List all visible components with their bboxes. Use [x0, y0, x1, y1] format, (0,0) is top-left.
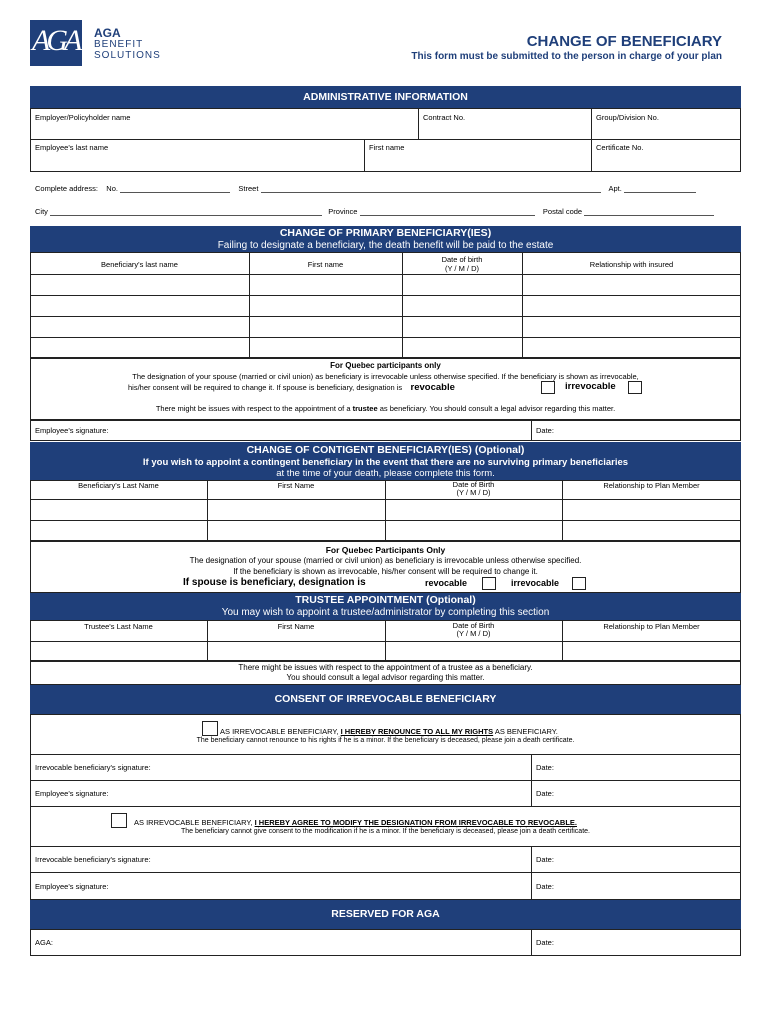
logo-name-line2: BENEFIT: [94, 39, 144, 50]
agree-a: AS IRREVOCABLE BENEFICIARY,: [134, 818, 253, 827]
trustee-heading-bar: [30, 593, 741, 620]
primary-col-dob-format: (Y / M / D): [444, 264, 480, 273]
contingent-col-rel: Relationship to Plan Member: [603, 481, 700, 490]
city-input[interactable]: [50, 208, 322, 216]
employee-last-name-field[interactable]: Employee's last name: [35, 143, 109, 152]
contingent-col-dob-label: Date of Birth: [452, 480, 495, 489]
primary-heading: CHANGE OF PRIMARY BENEFICIARY(IES): [279, 227, 492, 239]
renounce-emp-date-field[interactable]: Date:: [536, 789, 554, 798]
contingent-heading: CHANGE OF CONTIGENT BENEFICIARY(IES) (Optional): [246, 444, 525, 456]
logo-name: [94, 28, 161, 61]
city-label: City: [35, 207, 48, 216]
agree-emp-date-field[interactable]: Date:: [536, 882, 554, 891]
renounce-emp-signature-field[interactable]: Employee's signature:: [35, 789, 109, 798]
contingent-col-first: First Name: [277, 481, 315, 490]
agree-statement: [134, 818, 577, 827]
reserved-aga-field[interactable]: AGA:: [35, 938, 53, 947]
agree-checkbox[interactable]: [111, 813, 127, 828]
contingent-col-last: Beneficiary's Last Name: [78, 481, 159, 490]
primary-col-rel: Relationship with insured: [589, 260, 674, 269]
primary-heading-bar: [30, 226, 741, 252]
primary-irrevocable-checkbox[interactable]: [628, 381, 642, 394]
reserved-heading: RESERVED FOR AGA: [30, 900, 741, 929]
renounce-c: AS BENEFICIARY.: [494, 727, 558, 736]
trustee-col-rel: Relationship to Plan Member: [603, 622, 700, 631]
agree-emp-signature-field[interactable]: Employee's signature:: [35, 882, 109, 891]
primary-quebec-title: For Quebec participants only: [330, 361, 441, 370]
province-input[interactable]: [360, 208, 535, 216]
contingent-designation-label: If spouse is beneficiary, designation is: [183, 577, 366, 588]
renounce-irrev-signature-field[interactable]: Irrevocable beneficiary's signature:: [35, 763, 151, 772]
postal-input[interactable]: [584, 208, 714, 216]
no-label: No.: [106, 184, 118, 193]
primary-quebec-line1: The designation of your spouse (married or civil union) as beneficiary is irrevocable unless otherwise specified. If the beneficiary is shown as irrevocable,: [132, 372, 639, 381]
primary-col-dob: [402, 255, 522, 273]
form-title: CHANGE OF BENEFICIARY: [526, 33, 722, 50]
primary-signature-row: [30, 420, 741, 441]
agree-note: The beneficiary cannot give consent to the modification if he is a minor. If the beneficiary is deceased, please join a death certificate.: [181, 828, 590, 835]
renounce-irrev-date-field[interactable]: Date:: [536, 763, 554, 772]
street-label: Street: [238, 184, 259, 193]
apt-input[interactable]: [624, 185, 696, 193]
renounce-a: AS IRREVOCABLE BENEFICIARY,: [220, 727, 339, 736]
trustee-note2: You should consult a legal advisor regarding this matter.: [286, 673, 485, 682]
contingent-heading-bar: [30, 442, 741, 480]
contingent-quebec-line1: The designation of your spouse (married or civil union) as beneficiary is irrevocable unless otherwise specified.: [189, 556, 582, 565]
contract-field[interactable]: Contract No.: [423, 113, 466, 122]
trustee-col-dob-format: (Y / M / D): [456, 629, 491, 638]
renounce-b: I HEREBY RENOUNCE TO ALL MY RIGHTS: [340, 727, 494, 736]
logo-name-line1: AGA: [94, 26, 121, 40]
primary-date-field[interactable]: Date:: [536, 426, 554, 435]
employer-field[interactable]: Employer/Policyholder name: [35, 113, 131, 122]
trustee-col-last: Trustee's Last Name: [84, 622, 153, 631]
trustee-heading: TRUSTEE APPOINTMENT (Optional): [295, 594, 476, 606]
contingent-revocable-checkbox[interactable]: [482, 577, 496, 590]
primary-irrevocable-label: irrevocable: [565, 381, 616, 392]
reserved-table: [30, 929, 741, 956]
postal-label: Postal code: [542, 207, 583, 216]
address-label: Complete address:: [35, 184, 98, 193]
consent-heading: CONSENT OF IRREVOCABLE BENEFICIARY: [30, 685, 741, 714]
agree-irrev-date-field[interactable]: Date:: [536, 855, 554, 864]
contingent-sub2: at the time of your death, please complete this form.: [276, 468, 495, 479]
group-field[interactable]: Group/Division No.: [596, 113, 659, 122]
primary-trustee-note-a: There might be issues with respect to the appointment of a: [155, 404, 351, 413]
primary-signature-field[interactable]: Employee's signature:: [35, 426, 109, 435]
apt-label: Apt.: [608, 184, 622, 193]
trustee-col-dob: [385, 622, 562, 638]
city-row: [35, 207, 714, 216]
logo-letters: AGA: [32, 24, 79, 57]
contingent-revocable-label: revocable: [425, 578, 468, 588]
primary-revocable-checkbox[interactable]: [541, 381, 555, 394]
renounce-statement: [220, 727, 558, 736]
contingent-quebec-line2: If the beneficiary is shown as irrevocable, his/her consent will be required to change it.: [233, 567, 538, 576]
primary-trustee-note-b: as beneficiary. You should consult a legal advisor regarding this matter.: [379, 404, 616, 413]
primary-col-last: Beneficiary's last name: [101, 260, 178, 269]
logo-name-line3: SOLUTIONS: [94, 50, 161, 61]
reserved-date-field[interactable]: Date:: [536, 938, 554, 947]
street-input[interactable]: [261, 185, 601, 193]
admin-heading: ADMINISTRATIVE INFORMATION: [30, 86, 741, 108]
trustee-note1: There might be issues with respect to the appointment of a trustee as a beneficiary.: [238, 663, 533, 672]
primary-col-first: First name: [307, 260, 344, 269]
contingent-quebec-title: For Quebec Participants Only: [325, 545, 446, 555]
primary-revocable-label: revocable: [410, 382, 455, 393]
contingent-sub1: If you wish to appoint a contingent beneficiary in the event that there are no surviving primary beneficiaries: [142, 457, 629, 468]
agree-irrev-signature-field[interactable]: Irrevocable beneficiary's signature:: [35, 855, 151, 864]
contingent-irrevocable-checkbox[interactable]: [572, 577, 586, 590]
renounce-note: The beneficiary cannot renounce to his rights if he is a minor. If the beneficiary is deceased, please join a death certificate.: [196, 737, 575, 744]
primary-designation-row: [128, 382, 455, 393]
trustee-col-first: First Name: [277, 622, 315, 631]
agree-b: I HEREBY AGREE TO MODIFY THE DESIGNATION FROM IRREVOCABLE TO REVOCABLE.: [254, 818, 577, 827]
employee-first-name-field[interactable]: First name: [369, 143, 405, 152]
trustee-sub: You may wish to appoint a trustee/administrator by completing this section: [221, 607, 550, 618]
certificate-field[interactable]: Certificate No.: [596, 143, 644, 152]
province-label: Province: [328, 207, 358, 216]
logo: [30, 20, 82, 66]
primary-trustee-word: trustee: [352, 404, 378, 413]
address-row: [35, 184, 696, 193]
trustee-col-dob-label: Date of Birth: [452, 621, 495, 630]
primary-subheading: Failing to designate a beneficiary, the death benefit will be paid to the estate: [217, 240, 554, 251]
renounce-checkbox[interactable]: [202, 721, 218, 736]
form-subtitle: This form must be submitted to the person in charge of your plan: [411, 51, 722, 62]
contingent-col-dob: [385, 481, 562, 497]
primary-quebec-line2: his/her consent will be required to change it. If spouse is beneficiary, designation is: [128, 383, 403, 392]
primary-trustee-note: [30, 404, 741, 413]
no-input[interactable]: [120, 185, 230, 193]
contingent-irrevocable-label: irrevocable: [511, 578, 560, 588]
primary-col-dob-label: Date of birth: [441, 255, 483, 264]
contingent-col-dob-format: (Y / M / D): [456, 488, 491, 497]
